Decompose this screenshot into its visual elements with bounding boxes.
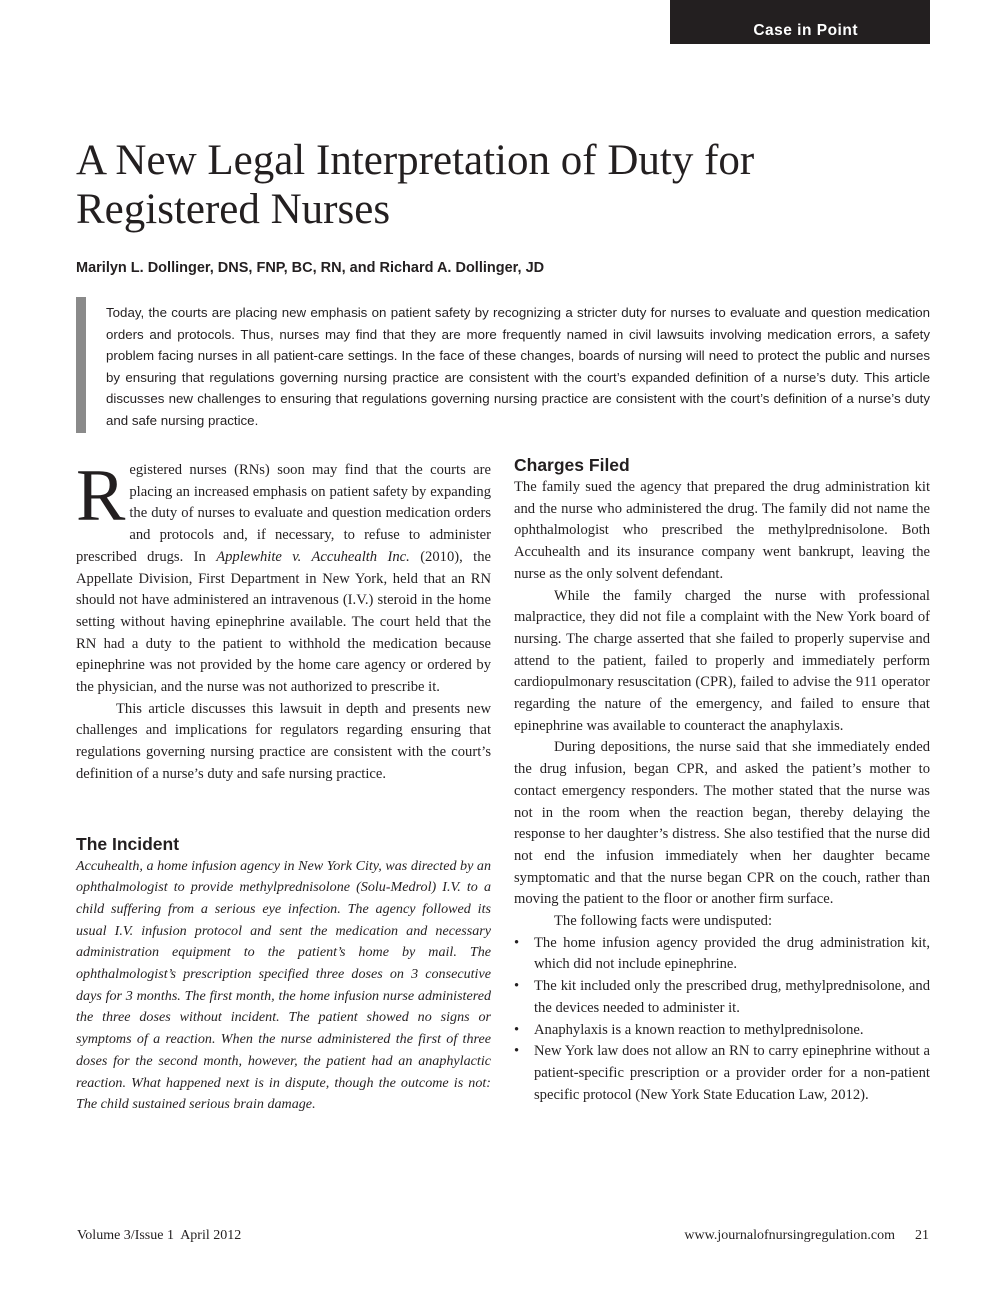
intro-paragraph-2: This article discusses this lawsuit in depth and presents new challenges and implications for regulators regarding ensuring that regulations governing nursing practice are consistent with the court’s definition of a nurse’s duty and safe nursing practice. [76, 700, 491, 782]
section-tag [670, 0, 930, 44]
list-item: • The kit included only the prescribed drug, methylprednisolone, and the devices needed to administer it. [514, 978, 930, 1016]
right-column [514, 453, 930, 1106]
abstract: Today, the courts are placing new emphasis on patient safety by recognizing a stricter duty for nurses to evaluate and question medication orders and protocols. Thus, nurses may find that they are more frequently named in civil lawsuits involving medication errors, a safety problem facing nurses in all patient-care settings. In the face of these changes, boards of nursing will need to protect the public and nurses by ensuring that regulations governing nursing practice are consistent with the court’s expanded definition of a nurse’s duty. This article discusses new challenges to ensuring that regulations governing nursing practice are consistent with the court’s definition of a nurse’s duty and safe nursing practice. [106, 305, 930, 428]
incident-heading: The Incident [76, 833, 180, 854]
list-item: • Anaphylaxis is a known reaction to methylprednisolone. [514, 1020, 930, 1042]
undisputed-facts-list [514, 933, 930, 1107]
intro-text-a: egistered nurses (RNs) soon may find that the courts are placing an increased emphasis on patient safety by expanding the duty of nurses to evaluate and question medication orders and protocols and, if necessary, to refuse to administer prescribed drugs. In [76, 462, 491, 565]
footer-issue: Volume 3/Issue 1 April 2012 [77, 1228, 242, 1243]
charges-paragraph-3: During depositions, the nurse said that she immediately ended the drug infusion, began CPR, and asked the patient’s mother to contact emergency responders. The mother stated that the nurse was not in the room when the reaction began, thereby delaying the response to her daughter’s distress. She also testified that the nurse did not end the infusion immediately when her daughter became symptomatic and that the nurse began CPR on the couch, rather than moving the patient to the floor or another firm surface. [514, 739, 930, 908]
charges-paragraph-1: The family sued the agency that prepared the drug administration kit and the nurse who administered the drug. The family did not name the ophthalmologist who prescribed the methylprednisolone. Both Accuhealth and its insurance company went bankrupt, leaving the nurse as the only solvent defendant. [514, 479, 930, 582]
charges-heading: Charges Filed [514, 455, 630, 475]
left-column [76, 455, 491, 1116]
undisputed-intro: The following facts were undisputed: [554, 913, 773, 930]
article-authors: Marilyn L. Dollinger, DNS, FNP, BC, RN, and Richard A. Dollinger, JD [76, 260, 545, 276]
charges-paragraph-2: While the family charged the nurse with professional malpractice, they did not file a complaint with the New York board of nursing. The charge asserted that she failed to properly supervise and attend to the patient, failed to properly and immediately perform cardiopulmonary resuscitation (CPR), failed to advise the 911 operator regarding the nature of the emergency, and failed to ensure that epinephrine was available to counteract the anaphylaxis. [514, 587, 930, 734]
footer-right [684, 1228, 929, 1244]
list-item: • New York law does not allow an RN to carry epinephrine without a patient-specific prescription or a provider order for a non-patient specific protocol (New York State Education Law, 2012). [514, 1043, 930, 1103]
bullet-icon: • [514, 934, 520, 951]
article-title: A New Legal Interpretation of Duty for Registered Nurses [76, 137, 755, 233]
abstract-accent-bar [76, 297, 86, 433]
bullet-icon: • [514, 1043, 520, 1060]
case-citation: Applewhite v. Accuhealth Inc. [216, 548, 410, 565]
section-tag-label: Case in Point [753, 22, 858, 39]
intro-text-b: (2010), the Appellate Division, First Department in New York, held that an RN should not have administered an intravenous (I.V.) steroid in the home setting without having epinephrine available. The court held that the RN had a duty to the patient to withhold the medication because epinephrine was not provided by the home care agency or ordered by the physician, and the nurse was not authorized to prescribe it. [76, 548, 491, 696]
page-number: 21 [915, 1228, 929, 1243]
bullet-icon: • [514, 978, 520, 995]
drop-cap: R [76, 455, 126, 537]
bullet-icon: • [514, 1021, 520, 1038]
intro-paragraph [76, 455, 491, 699]
list-item: • The home infusion agency provided the drug administration kit, which did not include epinephrine. [514, 934, 930, 973]
footer-website: www.journalofnursingregulation.com [684, 1228, 895, 1243]
incident-text: Accuhealth, a home infusion agency in New York City, was directed by an ophthalmologist to provide methylprednisolone (Solu-Medrol) I.V. to a child suffering from a serious eye infection. The agency followed its usual I.V. infusion protocol and sent the medication and necessary administration equipment to the patient’s home by mail. The ophthalmologist’s prescription specified three doses on 3 consecutive days for 3 months. The first month, the home infusion nurse administered the three doses without incident. The patient showed no signs or symptoms of a reaction. When the nurse administered the first of three doses for the second month, however, the patient had an anaphylactic reaction. What happened next is in dispute, though the outcome is not: The child sustained serious brain damage. [76, 857, 491, 1113]
